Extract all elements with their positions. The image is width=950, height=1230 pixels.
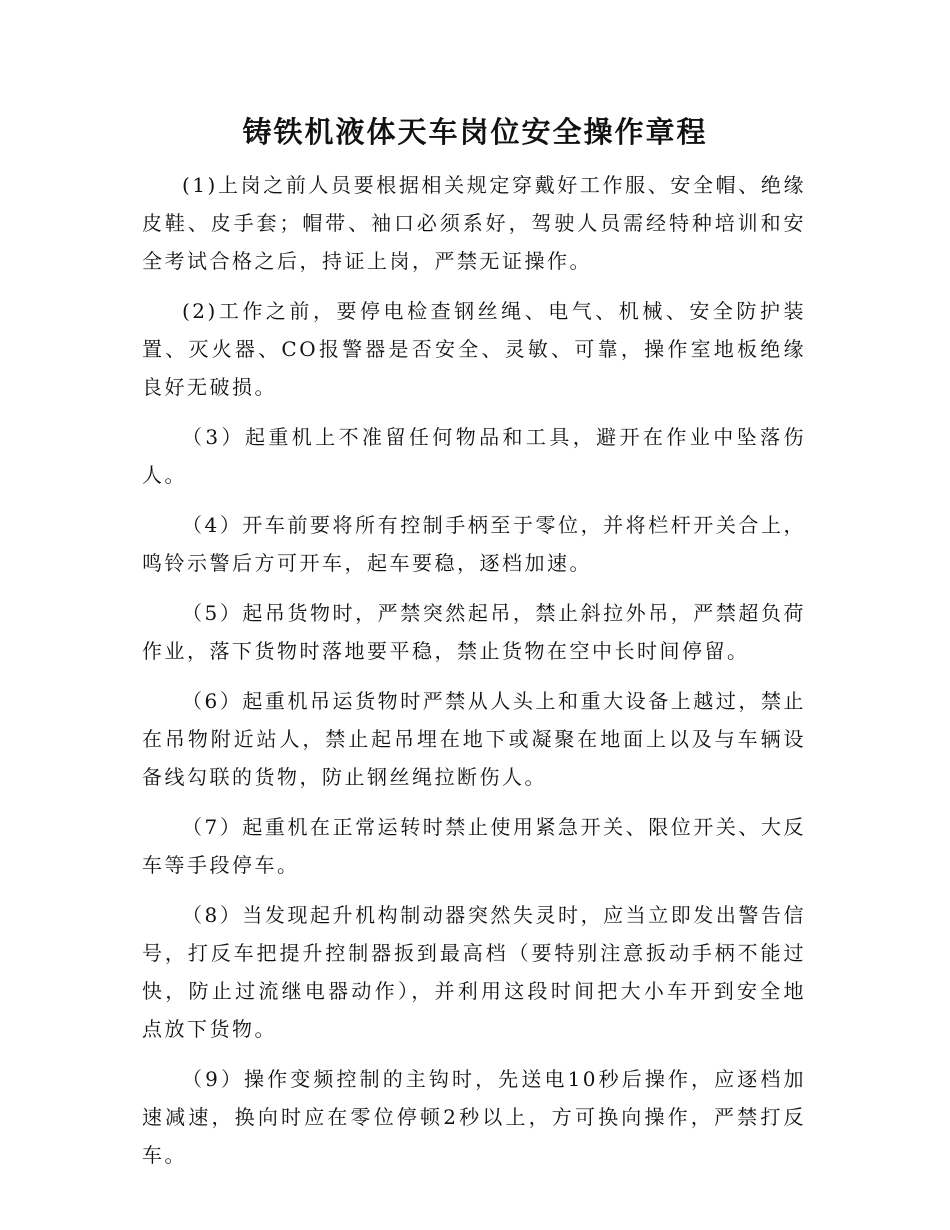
paragraph-7: （7）起重机在正常运转时禁止使用紧急开关、限位开关、大反车等手段停车。 bbox=[142, 815, 806, 877]
paragraph-8: （8）当发现起升机构制动器突然失灵时，应当立即发出警告信号，打反车把提升控制器扳到最高档（要特别注意扳动手柄不能过快，防止过流继电器动作），并利用这段时间把大小车开到安全地点放下货物。 bbox=[142, 903, 806, 1041]
document-body bbox=[142, 166, 806, 1174]
paragraph-4: （4）开车前要将所有控制手柄至于零位，并将栏杆开关合上，鸣铃示警后方可开车，起车要稳，逐档加速。 bbox=[142, 513, 806, 575]
paragraph-3: （3）起重机上不准留任何物品和工具，避开在作业中坠落伤人。 bbox=[142, 425, 806, 487]
paragraph-2: (2)工作之前，要停电检查钢丝绳、电气、机械、安全防护装置、灭火器、CO报警器是否安全、灵敏、可靠，操作室地板绝缘良好无破损。 bbox=[142, 299, 806, 399]
paragraph-5: （5）起吊货物时，严禁突然起吊，禁止斜拉外吊，严禁超负荷作业，落下货物时落地要平稳，禁止货物在空中长时间停留。 bbox=[142, 601, 806, 663]
paragraph-6: （6）起重机吊运货物时严禁从人头上和重大设备上越过，禁止在吊物附近站人，禁止起吊埋在地下或凝聚在地面上以及与车辆设备线勾联的货物，防止钢丝绳拉断伤人。 bbox=[142, 689, 806, 789]
paragraph-9: （9）操作变频控制的主钩时，先送电10秒后操作，应逐档加速减速，换向时应在零位停顿2秒以上，方可换向操作，严禁打反车。 bbox=[142, 1067, 806, 1167]
paragraph-1: (1)上岗之前人员要根据相关规定穿戴好工作服、安全帽、绝缘皮鞋、皮手套；帽带、袖口必须系好，驾驶人员需经特种培训和安全考试合格之后，持证上岗，严禁无证操作。 bbox=[142, 173, 806, 273]
document-title: 铸铁机液体天车岗位安全操作章程 bbox=[242, 115, 708, 149]
